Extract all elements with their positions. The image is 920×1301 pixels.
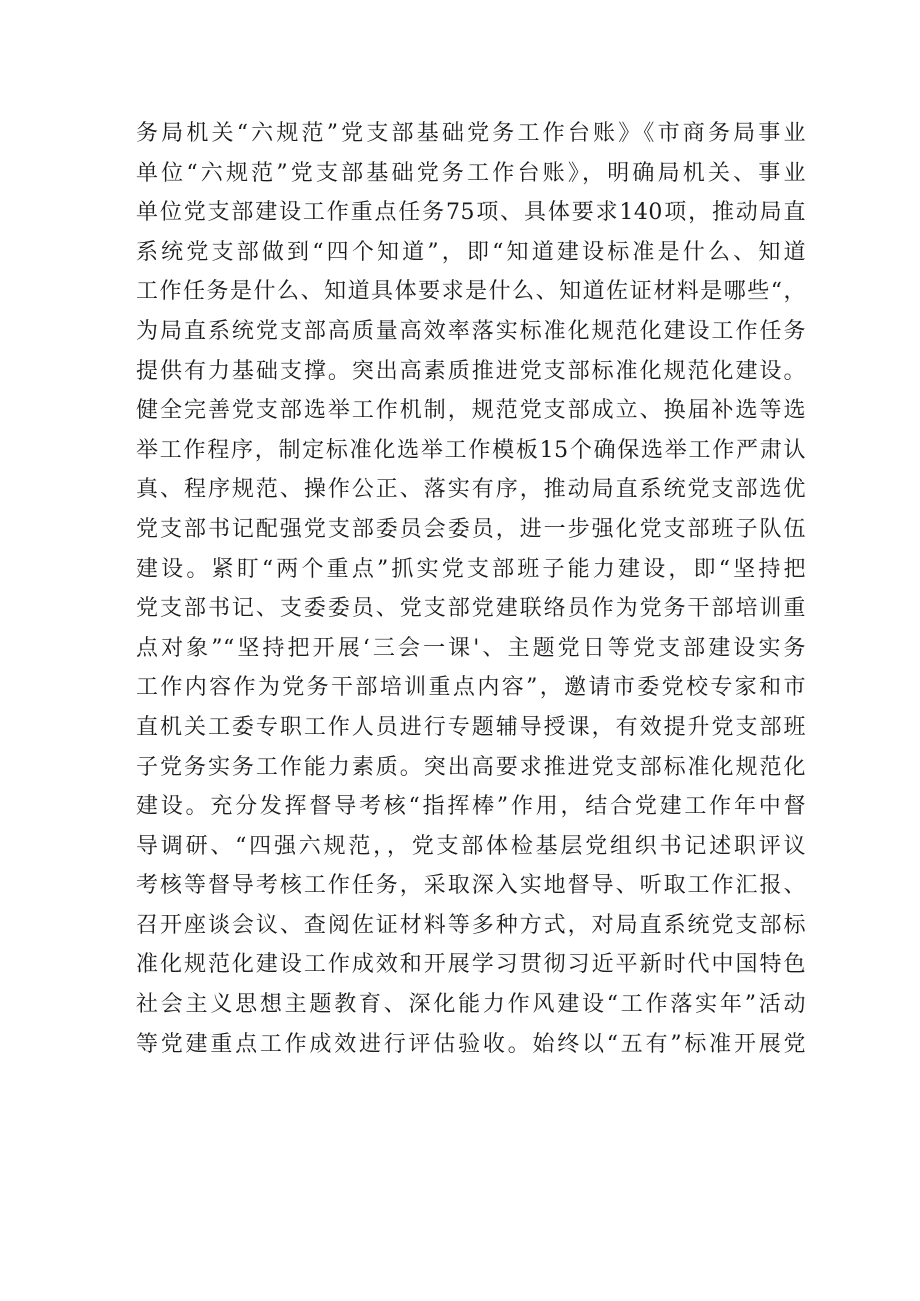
text-line: 健全完善党支部选举工作机制，规范党支部成立、换届补选等选 [136,398,806,424]
text-line: 考核等督导考核工作任务，采取深入实地督导、听取工作汇报、 [136,873,806,899]
text-line: 工作内容作为党务干部培训重点内容”，邀请市委党校专家和市 [136,675,806,701]
text-line: 单位党支部建设工作重点任务75项、具体要求140项，推动局直 [136,200,806,226]
text-line: 务局机关“六规范”党支部基础党务工作台账》《市商务局事业 [136,121,806,146]
text-line: 真、程序规范、操作公正、落实有序，推动局直系统党支部选优 [136,477,806,503]
text-line: 直机关工委专职工作人员进行专题辅导授课，有效提升党支部班 [136,714,806,740]
text-line: 建设。紧盯“两个重点”抓实党支部班子能力建设，即“坚持把 [136,556,806,582]
text-line: 系统党支部做到“四个知道”，即“知道建设标准是什么、知道 [136,239,806,265]
text-line: 工作任务是什么、知道具体要求是什么、知道佐证材料是哪些“， [136,279,806,305]
text-line: 召开座谈会议、查阅佐证材料等多种方式，对局直系统党支部标 [136,912,806,938]
text-line: 准化规范化建设工作成效和开展学习贯彻习近平新时代中国特色 [136,952,806,978]
text-line: 点对象”“坚持把开展‘三会一课'、主题党日等党支部建设实务 [136,635,806,661]
text-line: 举工作程序，制定标准化选举工作模板15个确保选举工作严肃认 [136,437,806,463]
text-line: 建设。充分发挥督导考核“指挥棒”作用，结合党建工作年中督 [136,794,806,820]
text-line: 单位“六规范”党支部基础党务工作台账》，明确局机关、事业 [136,160,806,186]
text-line: 党支部书记、支委委员、党支部党建联络员作为党务干部培训重 [136,596,806,622]
body-paragraph [136,114,806,1064]
text-line: 社会主义思想主题教育、深化能力作风建设“工作落实年”活动 [136,992,806,1018]
text-line: 子党务实务工作能力素质。突出高要求推进党支部标准化规范化 [136,754,806,780]
text-line: 提供有力基础支撑。突出高素质推进党支部标准化规范化建设。 [136,358,806,384]
text-line: 导调研、“四强六规范，，党支部体检基层党组织书记述职评议 [136,833,806,859]
text-line: 为局直系统党支部高质量高效率落实标准化规范化建设工作任务 [136,318,806,344]
text-line: 等党建重点工作成效进行评估验收。始终以“五有”标准开展党 [136,1031,806,1057]
text-line: 党支部书记配强党支部委员会委员，进一步强化党支部班子队伍 [136,516,806,542]
